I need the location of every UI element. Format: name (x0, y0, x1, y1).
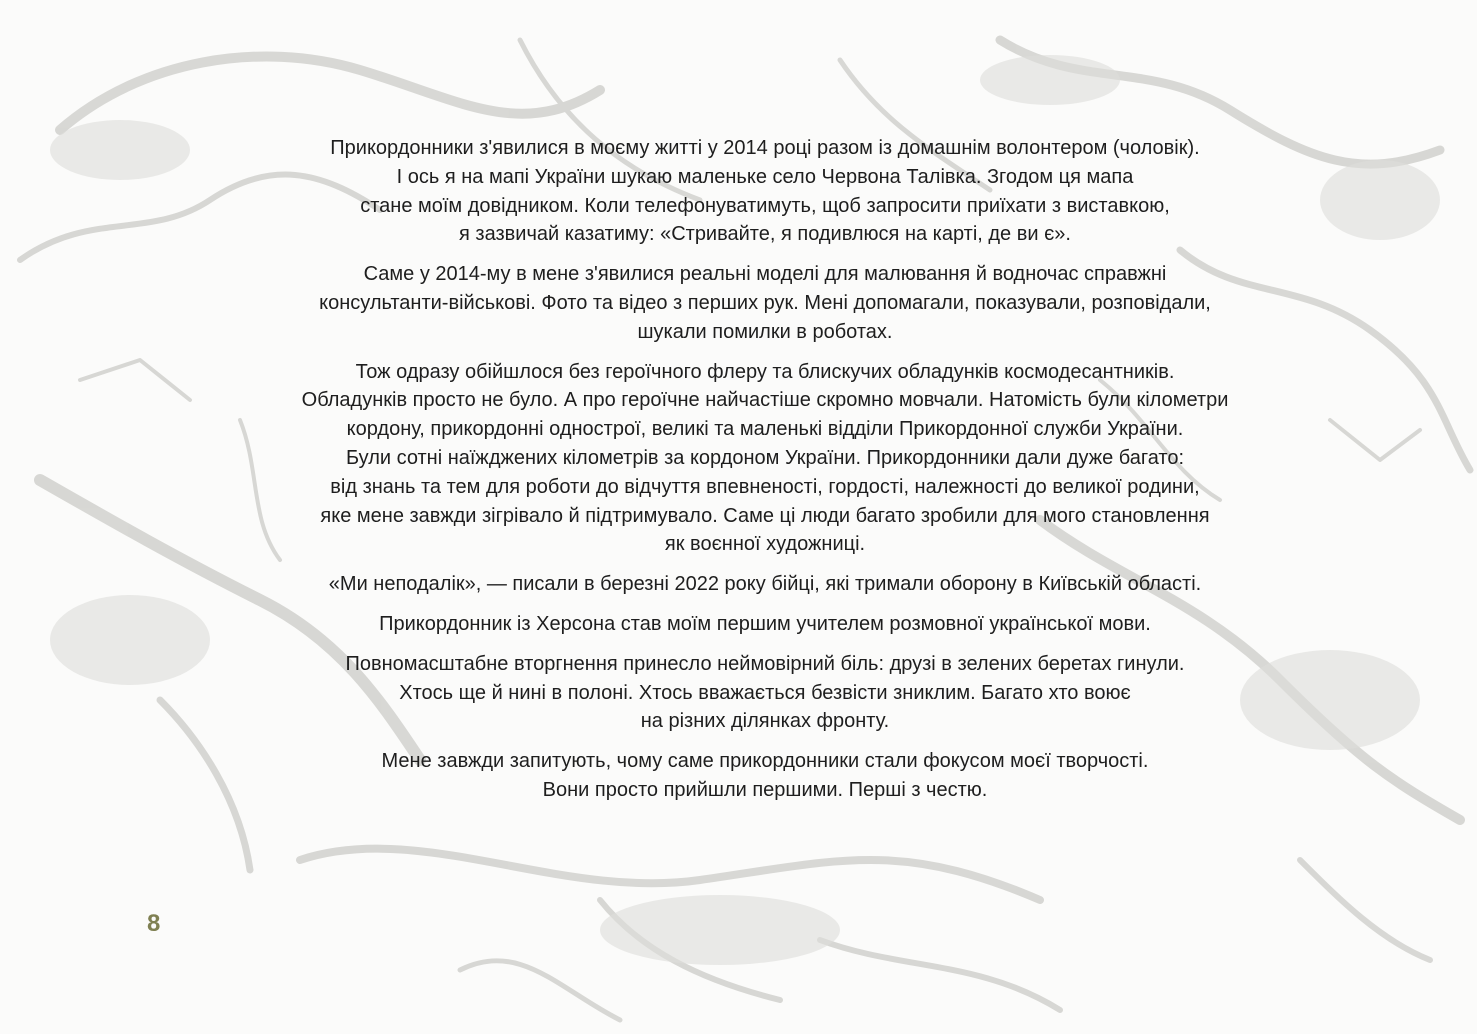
text-line: консультанти-військові. Фото та відео з перших рук. Мені допомагали, показували, розповідали, (319, 291, 1211, 314)
paragraph-1 (200, 134, 1330, 249)
text-line: Прикордонник із Херсона став моїм першим учителем розмовної української мови. (379, 612, 1151, 635)
text-line: як воєнної художниці. (664, 533, 866, 556)
text-line: яке мене завжди зігрівало й підтримувало. Саме ці люди багато зробили для мого становлення (320, 504, 1210, 527)
paragraph-5 (200, 610, 1330, 639)
text-line: Повномасштабне вторгнення принесло неймовірний біль: друзі в зелених беретах гинули. (345, 652, 1185, 675)
text-line: «Ми неподалік», — писали в березні 2022 року бійці, які тримали оборону в Київській області. (328, 573, 1202, 596)
text-line: І ось я на мапі України шукаю маленьке село Червона Талівка. Згодом ця мапа (396, 165, 1134, 188)
text-line: Обладунків просто не було. А про героїчне найчастіше скромно мовчали. Натомість були кілометри (301, 389, 1229, 412)
text-line: Були сотні наїжджених кілометрів за кордоном України. Прикордонники дали дуже багато: (345, 446, 1185, 469)
text-line: від знань та тем для роботи до відчуття впевненості, гордості, належності до великої родини, (330, 475, 1200, 498)
page-number: 8 (147, 910, 161, 937)
text-line: Хтось ще й нині в полоні. Хтось вважається безвісти зниклим. Багато хто воює (399, 681, 1131, 704)
text-line: Вони просто прийшли першими. Перші з честю. (542, 778, 988, 801)
paragraph-6 (200, 650, 1330, 736)
paragraph-7 (200, 747, 1330, 805)
text-line: кордону, прикордонні однострої, великі та маленькі відділи Прикордонної служби України. (346, 418, 1184, 441)
text-line: Саме у 2014-му в мене з'явилися реальні моделі для малювання й водночас справжні (363, 263, 1167, 286)
paragraph-3 (200, 358, 1330, 560)
text-line: Прикордонники з'явилися в моєму житті у 2014 році разом із домашнім волонтером (чоловік). (330, 137, 1200, 159)
text-line: на різних ділянках фронту. (640, 710, 890, 733)
text-line: шукали помилки в роботах. (637, 320, 893, 343)
text-line: я зазвичай казатиму: «Стривайте, я подивлюся на карті, де ви є». (459, 223, 1071, 246)
text-line: Тож одразу обійшлося без героїчного флеру та блискучих обладунків космодесантників. (355, 360, 1175, 383)
paragraph-2 (200, 260, 1330, 346)
text-line: стане моїм довідником. Коли телефонуватимуть, щоб запросити приїхати з виставкою, (360, 194, 1170, 217)
paragraph-4 (200, 570, 1330, 599)
text-line: Мене завжди запитують, чому саме прикордонники стали фокусом моєї творчості. (381, 750, 1149, 773)
main-text (200, 134, 1330, 816)
